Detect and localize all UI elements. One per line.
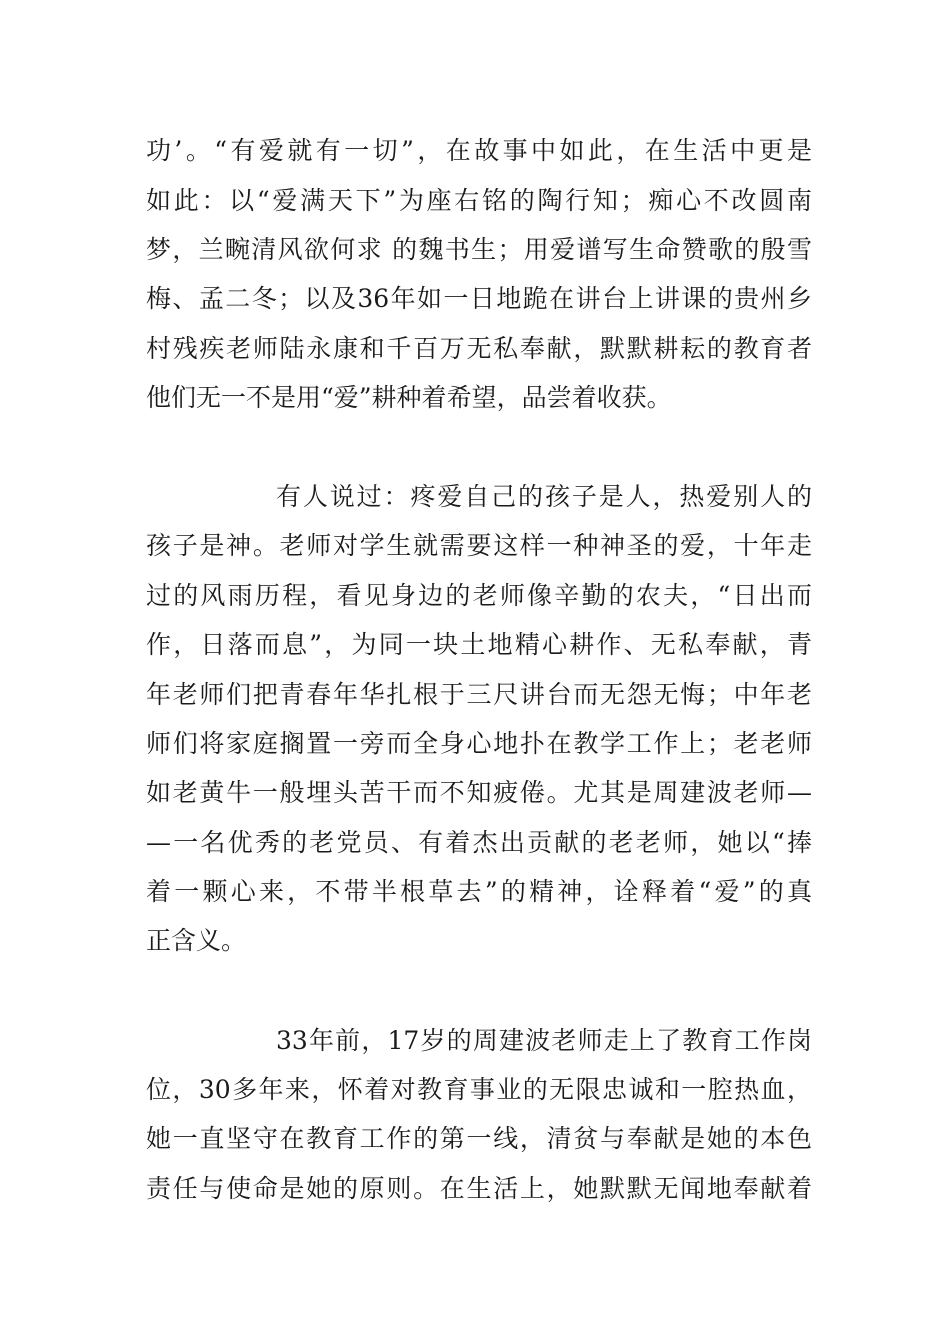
paragraph-1-line-4: 梅、孟二冬；以及36年如一日地跪在讲台上讲课的贵州乡 bbox=[146, 284, 812, 313]
paragraph-2-line-10: 正含义。 bbox=[146, 926, 247, 955]
paragraph-1-line-5: 村残疾老师陆永康和千百万无私奉献，默默耕耘的教育者 bbox=[146, 334, 812, 363]
paragraph-2-line-7: 如老黄牛一般埋头苦干而不知疲倦。尤其是周建波老师— bbox=[146, 778, 812, 807]
paragraph-2-line-9: 着一颗心来，不带半根草去”的精神，诠释着“爱”的真 bbox=[146, 877, 812, 906]
paragraph-2-line-8: —一名优秀的老党员、有着杰出贡献的老老师，她以“捧 bbox=[146, 828, 812, 857]
paragraph-2-line-1: 有人说过：疼爱自己的孩子是人，热爱别人的 bbox=[276, 482, 812, 511]
paragraph-1-line-6: 他们无一不是用“爱”耕种着希望，品尝着收获。 bbox=[146, 383, 672, 412]
paragraph-2-line-3: 过的风雨历程，看见身边的老师像辛勤的农夫，“日出而 bbox=[146, 581, 812, 610]
paragraph-1-line-3: 梦，兰畹清风欲何求 的魏书生；用爱谱写生命赞歌的殷雪 bbox=[146, 235, 812, 264]
paragraph-2-line-4: 作，日落而息”，为同一块土地精心耕作、无私奉献，青 bbox=[146, 630, 812, 659]
paragraph-1-line-1: 功’。“有爱就有一切”，在故事中如此，在生活中更是 bbox=[146, 136, 812, 165]
paragraph-3-line-1: 33年前，17岁的周建波老师走上了教育工作岗 bbox=[276, 1026, 812, 1055]
paragraph-3-line-4: 责任与使命是她的原则。在生活上，她默默无闻地奉献着 bbox=[146, 1174, 812, 1203]
paragraph-2-line-2: 孩子是神。老师对学生就需要这样一种神圣的爱，十年走 bbox=[146, 531, 812, 560]
paragraph-2-line-6: 师们将家庭搁置一旁而全身心地扑在教学工作上；老老师 bbox=[146, 729, 812, 758]
paragraph-3-line-3: 她一直坚守在教育工作的第一线，清贫与奉献是她的本色 bbox=[146, 1124, 812, 1153]
paragraph-2-line-5: 年老师们把青春年华扎根于三尺讲台而无怨无悔；中年老 bbox=[146, 680, 812, 709]
paragraph-1-line-2: 如此：以“爱满天下”为座右铭的陶行知；痴心不改圆南 bbox=[146, 186, 812, 215]
paragraph-3-line-2: 位，30多年来，怀着对教育事业的无限忠诚和一腔热血， bbox=[146, 1075, 812, 1104]
